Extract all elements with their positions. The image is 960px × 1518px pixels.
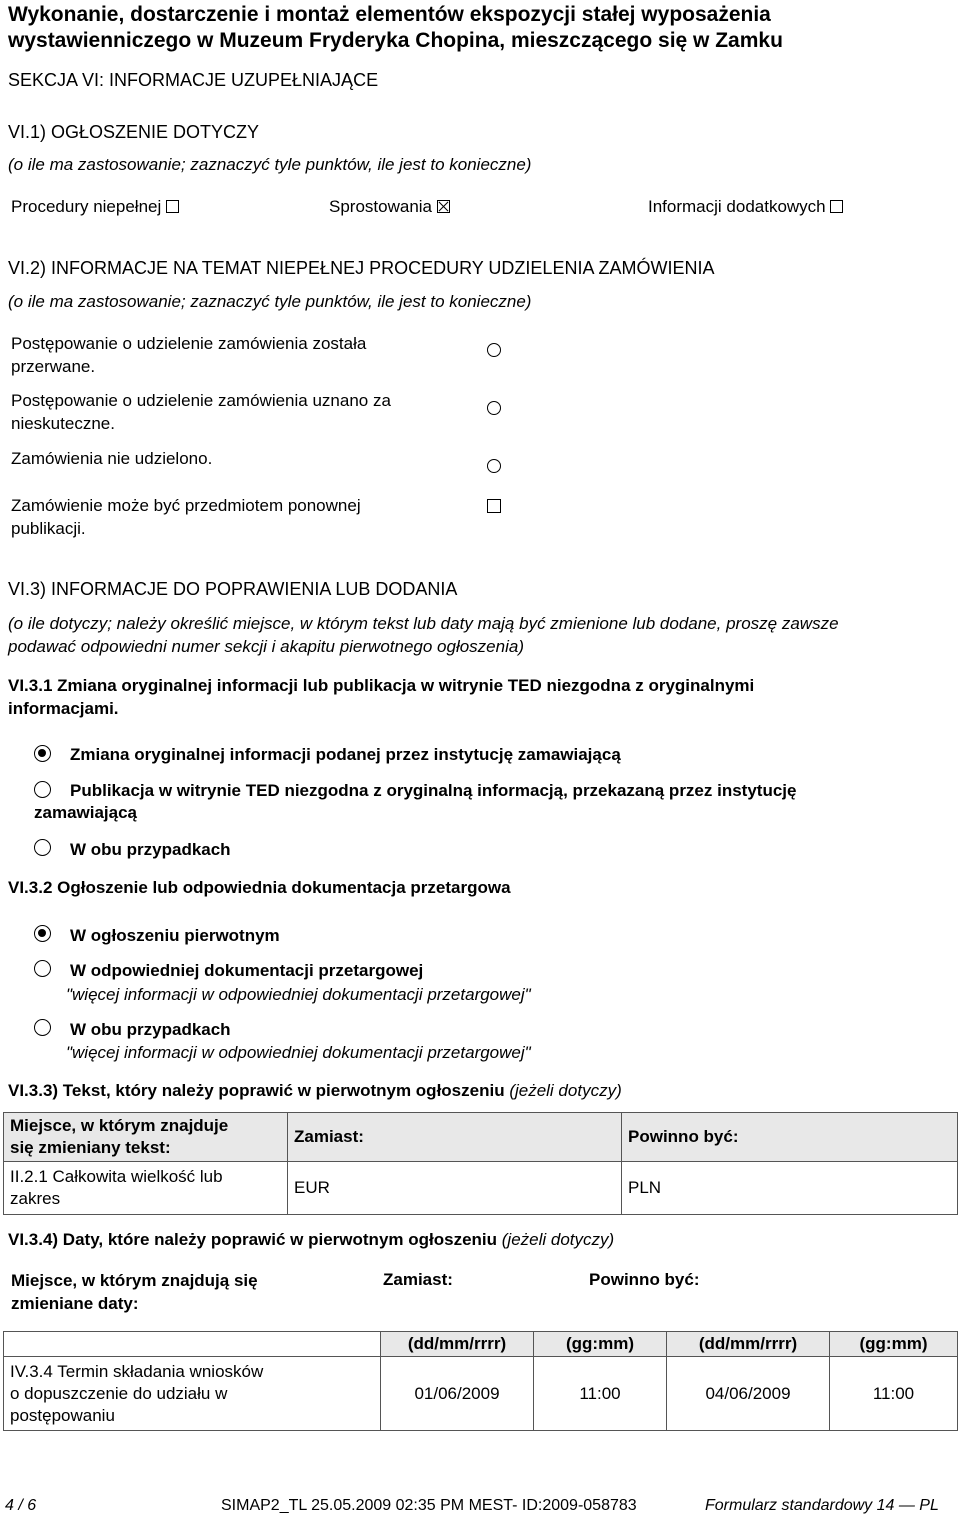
vi2-item-line: Postępowanie o udzielenie zamówienia została	[11, 334, 367, 353]
vi34-heading	[8, 1230, 614, 1250]
document-title-line1: Wykonanie, dostarczenie i montaż elementów ekspozycji stałej wyposażenia	[8, 3, 771, 26]
vi33-cell-instead: EUR	[288, 1162, 622, 1215]
vi2-item	[11, 332, 366, 378]
vi33-heading	[8, 1081, 622, 1101]
vi32-option-label: W odpowiedniej dokumentacji przetargowej	[70, 961, 424, 980]
radio-empty-icon[interactable]	[34, 781, 51, 798]
vi31-option-label: Zmiana oryginalnej informacji podanej przez instytucję zamawiającą	[70, 745, 621, 764]
vi1-option-label: Procedury niepełnej	[11, 197, 162, 216]
footer-page-number: 4 / 6	[5, 1497, 37, 1514]
vi34-cell-value: 04/06/2009	[667, 1357, 830, 1431]
vi33-heading-note: (jeżeli dotyczy)	[509, 1081, 622, 1100]
vi34-empty-header	[4, 1332, 381, 1357]
document-title-line2: wystawienniczego w Muzeum Fryderyka Chopina, mieszczącego się w Zamku	[8, 29, 783, 52]
vi1-option-procedury[interactable]	[11, 197, 179, 217]
vi2-item-line: Postępowanie o udzielenie zamówienia uznano za	[11, 391, 391, 410]
vi2-heading: VI.2) INFORMACJE NA TEMAT NIEPEŁNEJ PROCEDURY UDZIELENIA ZAMÓWIENIA	[8, 258, 715, 278]
vi34-heading-note: (jeżeli dotyczy)	[501, 1230, 615, 1249]
vi33-header-place-line: się zmieniany tekst:	[10, 1138, 171, 1157]
vi34-cell-place-line: postępowaniu	[10, 1405, 115, 1425]
vi34-cell-place-line: o dopuszczenie do udziału w	[10, 1383, 228, 1403]
vi2-note: (o ile ma zastosowanie; zaznaczyć tyle punktów, ile jest to konieczne)	[8, 292, 532, 311]
vi34-place-header	[11, 1269, 258, 1315]
vi1-option-label: Informacji dodatkowych	[648, 197, 826, 216]
vi32-option-label: W obu przypadkach	[70, 1020, 231, 1039]
vi3-heading: VI.3) INFORMACJE DO POPRAWIENIA LUB DODANIA	[8, 579, 458, 599]
radio-empty-icon[interactable]	[487, 343, 501, 357]
vi1-option-sprostowania[interactable]	[329, 197, 450, 217]
vi34-heading-text: VI.3.4) Daty, które należy poprawić w pierwotnym ogłoszeniu	[8, 1230, 498, 1249]
vi31-option-label: W obu przypadkach	[70, 840, 231, 859]
vi1-heading: VI.1) OGŁOSZENIE DOTYCZY	[8, 122, 260, 142]
vi1-option-informacji[interactable]	[648, 197, 843, 217]
vi34-cell-place-line: IV.3.4 Termin składania wniosków	[10, 1361, 264, 1381]
vi34-col-header: (dd/mm/rrrr)	[381, 1332, 534, 1357]
radio-empty-icon[interactable]	[34, 1019, 51, 1036]
vi1-option-label: Sprostowania	[329, 197, 433, 216]
vi33-header-should: Powinno być:	[622, 1113, 958, 1162]
vi33-heading-text: VI.3.3) Tekst, który należy poprawić w pierwotnym ogłoszeniu	[8, 1081, 505, 1100]
footer-document-id: SIMAP2_TL 25.05.2009 02:35 PM MEST- ID:2009-058783	[221, 1497, 637, 1514]
radio-empty-icon[interactable]	[34, 960, 51, 977]
vi2-item	[11, 389, 391, 435]
vi2-item-line: Zamówienie może być przedmiotem ponownej	[11, 496, 361, 515]
vi32-option-note: "więcej informacji w odpowiedniej dokumentacji przetargowej"	[66, 985, 531, 1004]
vi33-table	[3, 1112, 958, 1215]
checkbox-unchecked-icon[interactable]	[487, 499, 501, 513]
vi2-item-line: publikacji.	[11, 519, 86, 538]
vi34-place-header-line: zmieniane daty:	[11, 1294, 139, 1313]
vi2-item-line: Zamówienia nie udzielono.	[11, 449, 213, 468]
checkbox-unchecked-icon[interactable]	[830, 200, 843, 213]
vi33-header-place	[4, 1113, 288, 1162]
vi34-cell-value: 01/06/2009	[381, 1357, 534, 1431]
vi31-heading-line2: informacjami.	[8, 699, 119, 718]
vi34-col-header: (dd/mm/rrrr)	[667, 1332, 830, 1357]
vi1-note: (o ile ma zastosowanie; zaznaczyć tyle punktów, ile jest to konieczne)	[8, 155, 532, 174]
vi34-cell-place	[4, 1357, 381, 1431]
vi34-table	[3, 1331, 958, 1431]
radio-empty-icon[interactable]	[487, 459, 501, 473]
footer-form-label: Formularz standardowy 14 — PL	[705, 1497, 939, 1514]
vi34-col-header: (gg:mm)	[830, 1332, 958, 1357]
vi31-option-label-cont: zamawiającą	[34, 803, 138, 822]
vi34-cell-value: 11:00	[534, 1357, 667, 1431]
vi2-item-line: nieskuteczne.	[11, 414, 115, 433]
vi34-col-header: (gg:mm)	[534, 1332, 667, 1357]
vi31-option-label: Publikacja w witrynie TED niezgodna z oryginalną informacją, przekazaną przez instytucję	[70, 781, 797, 800]
vi33-cell-place-line: II.2.1 Całkowita wielkość lub	[10, 1167, 223, 1186]
vi3-note-line2: podawać odpowiedni numer sekcji i akapitu pierwotnego ogłoszenia)	[8, 637, 524, 656]
vi31-heading-line1: VI.3.1 Zmiana oryginalnej informacji lub publikacja w witrynie TED niezgodna z oryginalnymi	[8, 676, 755, 695]
radio-selected-icon[interactable]	[34, 925, 51, 942]
vi33-cell-place	[4, 1162, 288, 1215]
vi32-heading: VI.3.2 Ogłoszenie lub odpowiednia dokumentacja przetargowa	[8, 878, 511, 897]
vi34-place-header-line: Miejsce, w którym znajdują się	[11, 1271, 258, 1290]
vi34-cell-value: 11:00	[830, 1357, 958, 1431]
vi32-option-note: "więcej informacji w odpowiedniej dokumentacji przetargowej"	[66, 1043, 531, 1062]
vi2-item	[11, 494, 361, 540]
checkbox-checked-icon[interactable]	[437, 200, 450, 213]
vi34-instead-header: Zamiast:	[383, 1270, 453, 1289]
section-heading: SEKCJA VI: INFORMACJE UZUPEŁNIAJĄCE	[8, 70, 379, 90]
vi33-header-place-line: Miejsce, w którym znajduje	[10, 1116, 229, 1135]
radio-empty-icon[interactable]	[34, 839, 51, 856]
checkbox-unchecked-icon[interactable]	[166, 200, 179, 213]
vi2-item-line: przerwane.	[11, 357, 96, 376]
vi34-should-header: Powinno być:	[589, 1270, 700, 1289]
vi33-cell-place-line: zakres	[10, 1189, 61, 1208]
vi33-header-instead: Zamiast:	[288, 1113, 622, 1162]
radio-empty-icon[interactable]	[487, 401, 501, 415]
vi32-option-label: W ogłoszeniu pierwotnym	[70, 926, 280, 945]
radio-selected-icon[interactable]	[34, 745, 51, 762]
vi2-item	[11, 447, 212, 470]
vi3-note-line1: (o ile dotyczy; należy określić miejsce, w którym tekst lub daty mają być zmienione lub dodane, proszę zawsze	[8, 614, 839, 633]
vi33-cell-should: PLN	[622, 1162, 958, 1215]
